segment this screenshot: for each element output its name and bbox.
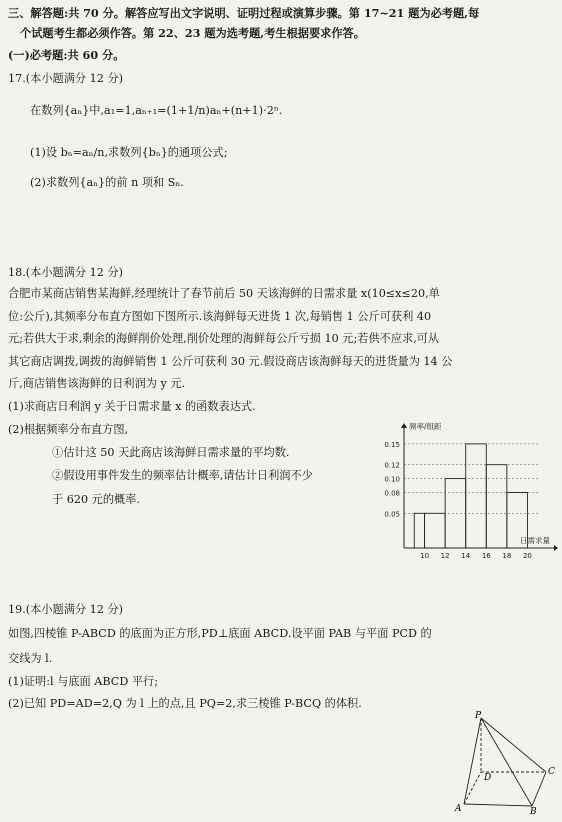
q19-heading: 19.(本小题满分 12 分) <box>8 603 123 616</box>
x-axis-arrow <box>554 545 558 551</box>
q17-part1: (1)设 bₙ=aₙ/n,求数列{bₙ}的通项公式; <box>30 146 228 159</box>
edge-BC <box>532 772 546 806</box>
histogram-bar <box>414 513 424 548</box>
q18-para1: 合肥市某商店销售某海鲜,经理统计了春节前后 50 天该海鲜的日需求量 x(10≤x≤20,单 <box>8 287 440 300</box>
y-axis-arrow <box>401 423 407 428</box>
q19-part2: (2)已知 PD=AD=2,Q 为 l 上的点,且 PQ=2,求三棱锥 P-BCQ 的体积. <box>8 697 362 710</box>
label-C: C <box>548 767 555 777</box>
q18-para3: 元;若供大于求,剩余的海鲜削价处理,削价处理的海鲜每公斤亏损 10 元;若供不应求,可从 <box>8 332 440 345</box>
histogram-bar <box>425 513 446 548</box>
pyramid-figure <box>450 710 560 815</box>
q18-para4: 其它商店调拨,调拨的海鲜销售 1 公斤可获利 30 元.假设商店该海鲜每天的进货量为 14 公 <box>8 355 453 368</box>
q18-para5: 斤,商店销售该海鲜的日利润为 y 元. <box>8 377 186 390</box>
x-tick-label: 10 <box>420 552 430 560</box>
edge-AD <box>464 772 481 804</box>
section-header-line2: 个试题考生都必须作答。第 22、23 题为选考题,考生根据要求作答。 <box>20 26 365 40</box>
label-B: B <box>530 807 537 815</box>
q18-sub1: ①估计这 50 天此商店该海鲜日需求量的平均数. <box>52 446 290 459</box>
histogram-bar <box>486 465 507 548</box>
y-tick-label: 0.15 <box>384 440 400 449</box>
q17-stem: 在数列{aₙ}中,a₁=1,aₙ₊₁=(1+1/n)aₙ+(n+1)·2ⁿ. <box>30 104 283 117</box>
x-tick-label: 12 <box>440 552 450 560</box>
q18-part1: (1)求商店日利润 y 关于日需求量 x 的函数表达式. <box>8 400 256 413</box>
q19-para1: 如图,四棱锥 P-ABCD 的底面为正方形,PD⊥底面 ABCD.设平面 PAB 与平面 PCD 的 <box>8 627 432 640</box>
y-tick-label: 0.05 <box>384 510 400 519</box>
y-tick-label: 0.10 <box>384 475 400 484</box>
q19-part1: (1)证明:l 与底面 ABCD 平行; <box>8 675 158 688</box>
edge-PC <box>481 718 546 772</box>
section-header-line1: 三、解答题:共 70 分。解答应写出文字说明、证明过程或演算步骤。第 17~21 题为必考题,每 <box>8 6 480 20</box>
x-axis-label: 日需求量 <box>520 536 550 545</box>
histogram-bar <box>466 444 487 548</box>
label-D: D <box>484 773 492 783</box>
q18-part2: (2)根据频率分布直方图, <box>8 423 129 436</box>
q17-part2: (2)求数列{aₙ}的前 n 项和 Sₙ. <box>30 176 184 189</box>
x-tick-label: 16 <box>481 552 491 560</box>
y-axis-label: 频率/组距 <box>409 422 442 431</box>
label-A: A <box>455 804 462 814</box>
x-tick-label: 14 <box>461 552 471 560</box>
q18-heading: 18.(本小题满分 12 分) <box>8 266 123 279</box>
edge-PA <box>464 718 481 804</box>
edge-AB <box>464 804 532 806</box>
q18-para2: 位:公斤),其频率分布直方图如下图所示.该海鲜每天进货 1 次,每销售 1 公斤可获利 40 <box>8 310 432 323</box>
frequency-histogram <box>370 420 560 565</box>
label-P: P <box>475 711 482 721</box>
q19-para2: 交线为 l. <box>8 652 53 665</box>
q17-heading: 17.(本小题满分 12 分) <box>8 72 123 85</box>
section-header-line3: (一)必考题:共 60 分。 <box>8 48 125 62</box>
y-tick-label: 0.12 <box>384 461 400 470</box>
edge-PB <box>481 718 532 806</box>
q18-sub2a: ②假设用事件发生的频率估计概率,请估计日利润不少 <box>52 469 313 482</box>
y-tick-label: 0.08 <box>384 489 400 498</box>
x-tick-label: 20 <box>522 552 532 560</box>
q18-sub2b: 于 620 元的概率. <box>52 493 140 506</box>
x-tick-label: 18 <box>502 552 512 560</box>
